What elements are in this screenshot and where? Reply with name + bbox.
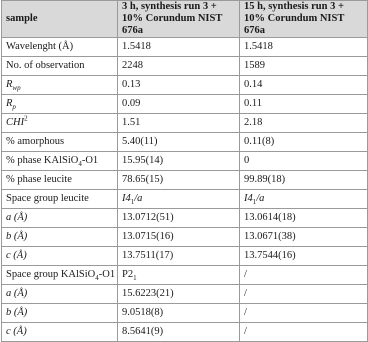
space-group-symbol: I4 [122,193,131,204]
space-group-subscript: 1 [133,274,137,283]
row-label: c (Å) [2,323,118,342]
value-3h: 2248 [118,57,240,76]
value-3h: 8.5641(9) [118,323,240,342]
row-label-symbol: R [6,79,13,90]
table-row [2,304,368,323]
table-row [2,38,368,57]
row-label-suffix: -O1 [98,269,116,280]
table-row [2,190,368,209]
results-table [1,0,368,342]
value-15h: 0.11 [240,95,368,114]
value-3h: 15.6223(21) [118,285,240,304]
row-label [2,95,118,114]
row-label: a (Å) [2,209,118,228]
row-label-subscript: 4 [95,274,99,283]
space-group-symbol: I4 [244,193,253,204]
row-label-superscript: 2 [24,114,28,123]
value-15h: 1.5418 [240,38,368,57]
row-label [2,76,118,95]
table-row [2,171,368,190]
row-label-subscript: 4 [78,160,82,169]
row-label: c (Å) [2,247,118,266]
table-row [2,323,368,342]
value-3h [118,190,240,209]
row-label [2,266,118,285]
value-15h: 2.18 [240,114,368,133]
value-3h: 15.95(14) [118,152,240,171]
row-label-symbol: CHI [6,117,25,128]
value-15h: 0 [240,152,368,171]
value-3h: 5.40(11) [118,133,240,152]
table-row [2,285,368,304]
table-row [2,247,368,266]
row-label: % phase leucite [2,171,118,190]
header-3h: 3 h, synthesis run 3 + 10% Corundum NIST 676a [118,1,240,38]
row-label-text: Space group KAlSiO [6,269,96,280]
value-15h: / [240,323,368,342]
table-row [2,152,368,171]
table-row [2,57,368,76]
value-15h: / [240,304,368,323]
value-3h: 13.0715(16) [118,228,240,247]
value-3h: 1.5418 [118,38,240,57]
value-3h: 78.65(15) [118,171,240,190]
header-15h: 15 h, synthesis run 3 + 10% Corundum NIST 676a [240,1,368,38]
value-3h: 0.09 [118,95,240,114]
row-label-text: % phase KAlSiO [6,155,79,166]
value-15h: 0.11(8) [240,133,368,152]
value-3h: 0.13 [118,76,240,95]
value-3h: 9.0518(8) [118,304,240,323]
row-label: b (Å) [2,228,118,247]
table-row [2,95,368,114]
row-label-subscript: p [12,103,16,112]
header-sample: sample [2,1,118,38]
table-row [2,209,368,228]
value-3h: 1.51 [118,114,240,133]
header-row [2,1,368,38]
value-15h: 99.89(18) [240,171,368,190]
value-15h [240,190,368,209]
row-label [2,152,118,171]
value-15h: / [240,285,368,304]
value-15h: 13.7544(16) [240,247,368,266]
row-label-suffix: -O1 [81,155,99,166]
value-15h: 13.0671(38) [240,228,368,247]
space-group-subscript: 1 [252,198,257,207]
table-row [2,114,368,133]
row-label-subscript: wp [12,84,21,93]
space-group-symbol: P2 [122,269,134,280]
row-label: a (Å) [2,285,118,304]
value-3h [118,266,240,285]
space-group-subscript: 1 [130,198,135,207]
row-label-symbol: R [6,98,13,109]
value-15h: 0.14 [240,76,368,95]
row-label: b (Å) [2,304,118,323]
table-row [2,266,368,285]
row-label: Space group leucite [2,190,118,209]
table-row [2,133,368,152]
table-row [2,228,368,247]
row-label: % amorphous [2,133,118,152]
value-15h: / [240,266,368,285]
row-label [2,114,118,133]
space-group-suffix: /a [134,193,143,204]
value-15h: 13.0614(18) [240,209,368,228]
table-row [2,76,368,95]
value-3h: 13.7511(17) [118,247,240,266]
row-label: No. of observation [2,57,118,76]
space-group-suffix: /a [256,193,265,204]
value-15h: 1589 [240,57,368,76]
row-label: Wavelenght (Å) [2,38,118,57]
value-3h: 13.0712(51) [118,209,240,228]
